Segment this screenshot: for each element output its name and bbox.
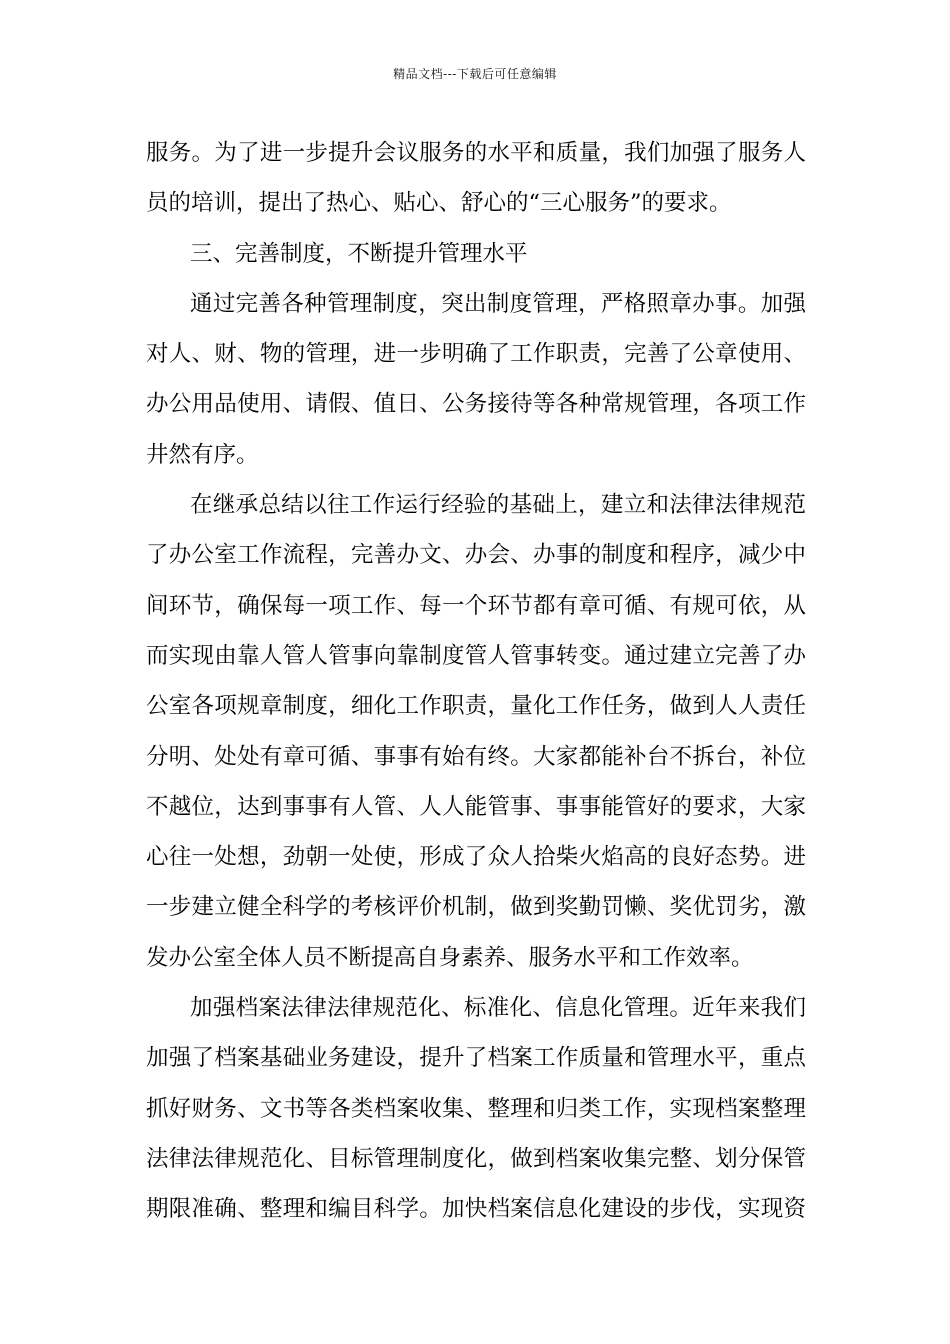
- text-line: 井然有序。: [146, 441, 259, 468]
- text-line: 了办公室工作流程，完善办文、办会、办事的制度和程序，减少中: [146, 542, 806, 569]
- text-line: 而实现由靠人管人管事向靠制度管人管事转变。通过建立完善了办: [146, 642, 806, 669]
- text-line: 在继承总结以往工作运行经验的基础上，建立和法律法律规范: [190, 492, 806, 519]
- text-line: 服务。为了进一步提升会议服务的水平和质量，我们加强了服务人: [146, 140, 806, 166]
- text-line: 法律法律规范化、目标管理制度化，做到档案收集完整、划分保管: [146, 1145, 806, 1172]
- text-line: 抓好财务、文书等各类档案收集、整理和归类工作，实现档案整理: [146, 1095, 806, 1122]
- text-line: 心往一处想，劲朝一处使，形成了众人拾柴火焰高的良好态势。进: [146, 844, 806, 871]
- text-line: 发办公室全体人员不断提高自身素养、服务水平和工作效率。: [146, 944, 754, 971]
- page-header: 精品文档---下载后可任意编辑: [393, 67, 557, 81]
- section-heading: 三、完善制度，不断提升管理水平: [190, 240, 528, 267]
- text-line: 间环节，确保每一项工作、每一个环节都有章可循、有规可依，从: [146, 592, 806, 619]
- text-line: 公室各项规章制度，细化工作职责，量化工作任务，做到人人责任: [146, 693, 806, 720]
- text-line: 不越位，达到事事有人管、人人能管事、事事能管好的要求，大家: [146, 793, 806, 820]
- text-line: 通过完善各种管理制度，突出制度管理，严格照章办事。加强: [190, 290, 806, 317]
- text-line: 一步建立健全科学的考核评价机制，做到奖勤罚懒、奖优罚劣，激: [146, 894, 806, 921]
- text-line: 加强档案法律法律规范化、标准化、信息化管理。近年来我们: [190, 995, 806, 1022]
- text-line: 办公用品使用、请假、值日、公务接待等各种常规管理，各项工作: [146, 391, 806, 418]
- text-line: 员的培训，提出了热心、贴心、舒心的“三心服务”的要求。: [146, 190, 732, 217]
- text-line: 对人、财、物的管理，进一步明确了工作职责，完善了公章使用、: [146, 341, 806, 368]
- text-line: 期限准确、整理和编目科学。加快档案信息化建设的步伐，实现资: [146, 1196, 806, 1223]
- text-line: 分明、处处有章可循、事事有始有终。大家都能补台不拆台，补位: [146, 743, 806, 770]
- document-body: [146, 131, 806, 1238]
- text-line: 加强了档案基础业务建设，提升了档案工作质量和管理水平，重点: [146, 1045, 806, 1072]
